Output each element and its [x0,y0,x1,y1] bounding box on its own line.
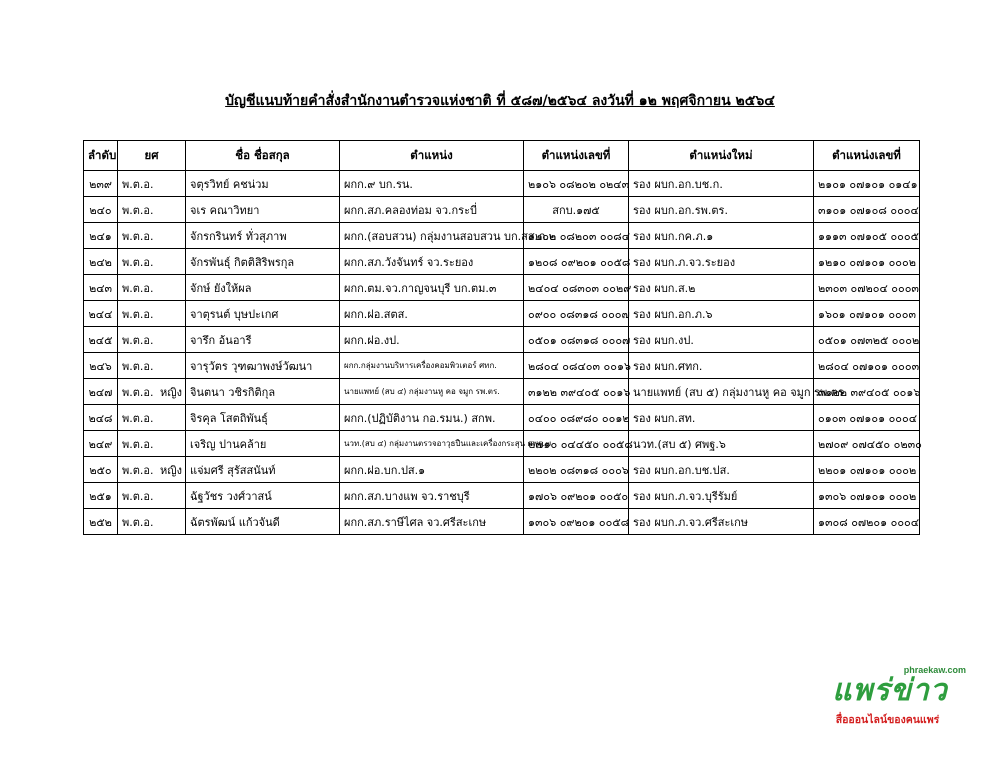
cell-new-position: รอง ผบก.สท. [629,405,814,431]
gender-text: หญิง [160,463,182,477]
cell-position-no: ๒๘๐๔ ๐๘๔๐๓ ๐๐๑๖ [524,353,629,379]
table-row [84,171,920,197]
cell-name: จักษ์ ยังให้ผล [186,275,340,301]
site-logo [795,665,980,735]
table-row [84,509,920,535]
header-order: ลำดับ [84,141,118,171]
rank-text: พ.ต.อ. [122,385,154,399]
cell-new-position: รอง ผบก.ภ.จว.ศรีสะเกษ [629,509,814,535]
cell-name: ฉัตรพัฒน์ แก้วจันดี [186,509,340,535]
rank-text: พ.ต.อ. [122,307,154,321]
cell-new-position-no: ๒๗๐๙ ๐๗๔๕๐ ๐๒๓๐ [814,431,920,457]
cell-order: ๒๔๓ [84,275,118,301]
rank-text: พ.ต.อ. [122,489,154,503]
cell-position-no: สกบ.๑๗๕ [524,197,629,223]
cell-order: ๒๕๐ [84,457,118,483]
cell-position-no: ๐๙๐๐ ๐๘๓๑๘ ๐๐๐๗ [524,301,629,327]
header-new-position-no: ตำแหน่งเลขที่ [814,141,920,171]
cell-new-position-no: ๓๑๐๑ ๐๗๑๐๘ ๐๐๐๔ [814,197,920,223]
cell-name: เจริญ ปานคล้าย [186,431,340,457]
table-row [84,197,920,223]
cell-order: ๒๔๙ [84,431,118,457]
cell-position-no: ๑๒๐๒ ๐๘๒๐๓ ๐๐๘๔ [524,223,629,249]
personnel-table [83,140,920,535]
cell-rank [118,327,186,353]
cell-position: ผกก.ฝอ.สตส. [340,301,524,327]
cell-new-position-no: ๒๒๐๑ ๐๗๑๐๑ ๐๐๐๒ [814,457,920,483]
cell-position: ผกก.กลุ่มงานบริหารเครื่องคอมพิวเตอร์ ศทก. [340,353,524,379]
table-row [84,301,920,327]
rank-text: พ.ต.อ. [122,229,154,243]
cell-position: ผกก.(สอบสวน) กลุ่มงานสอบสวน บก.สส.ภ.๒ [340,223,524,249]
cell-position-no: ๑๓๐๖ ๐๙๒๐๑ ๐๐๕๘ [524,509,629,535]
rank-text: พ.ต.อ. [122,437,154,451]
cell-rank [118,275,186,301]
cell-rank [118,171,186,197]
cell-new-position-no: ๐๑๐๓ ๐๗๑๐๑ ๐๐๐๔ [814,405,920,431]
table-row [84,275,920,301]
cell-new-position: นายแพทย์ (สบ ๕) กลุ่มงานหู คอ จมูก รพ.ตร. [629,379,814,405]
cell-position-no: ๐๕๐๑ ๐๘๓๑๘ ๐๐๐๗ [524,327,629,353]
cell-name: แจ่มศรี สุรัสสนันท์ [186,457,340,483]
cell-name: จักรพันธุ์ กิตติสิริพรกุล [186,249,340,275]
cell-position: ผกก.(ปฏิบัติงาน กอ.รมน.) สกพ. [340,405,524,431]
cell-new-position-no: ๒๓๐๓ ๐๗๒๐๔ ๐๐๐๓ [814,275,920,301]
cell-new-position-no: ๑๑๑๓ ๐๗๑๐๕ ๐๐๐๕ [814,223,920,249]
cell-name: จตุรวิทย์ คชน่วม [186,171,340,197]
cell-order: ๒๔๑ [84,223,118,249]
rank-text: พ.ต.อ. [122,177,154,191]
table-row [84,379,920,405]
header-rank: ยศ [118,141,186,171]
cell-position-no: ๓๑๒๒ ๓๙๔๐๕ ๐๐๑๖ [524,379,629,405]
rank-text: พ.ต.อ. [122,255,154,269]
cell-position-no: ๒๔๐๔ ๐๘๓๐๓ ๐๐๒๙ [524,275,629,301]
cell-position-no: ๑๒๐๘ ๐๙๒๐๑ ๐๐๕๘ [524,249,629,275]
rank-text: พ.ต.อ. [122,515,154,529]
cell-new-position-no: ๑๖๐๑ ๐๗๑๐๑ ๐๐๐๓ [814,301,920,327]
cell-position: ผกก.สภ.คลองท่อม จว.กระบี่ [340,197,524,223]
cell-new-position: รอง ผบก.ภ.จว.บุรีรัมย์ [629,483,814,509]
cell-new-position: รอง ผบก.กค.ภ.๑ [629,223,814,249]
cell-position: นวท.(สบ ๔) กลุ่มงานตรวจอาวุธปืนและเครื่องกระสุน ศพฐ.๗ [340,431,524,457]
cell-name: จิรคุล โสตถิพันธุ์ [186,405,340,431]
cell-rank [118,249,186,275]
rank-text: พ.ต.อ. [122,359,154,373]
cell-rank [118,301,186,327]
table-row [84,327,920,353]
cell-rank [118,457,186,483]
cell-rank [118,405,186,431]
cell-name: จาตุรนต์ บุษปะเกศ [186,301,340,327]
cell-position-no: ๒๒๐๒ ๐๘๓๑๘ ๐๐๐๖ [524,457,629,483]
cell-new-position: รอง ผบก.อก.ภ.๖ [629,301,814,327]
cell-order: ๒๔๐ [84,197,118,223]
table-header-row [84,141,920,171]
cell-rank [118,379,186,405]
cell-new-position-no: ๑๓๐๖ ๐๗๑๐๑ ๐๐๐๒ [814,483,920,509]
cell-new-position: นวท.(สบ ๕) ศพฐ.๖ [629,431,814,457]
cell-new-position-no: ๑๒๑๐ ๐๗๑๐๑ ๐๐๐๒ [814,249,920,275]
header-position-no: ตำแหน่งเลขที่ [524,141,629,171]
cell-position: นายแพทย์ (สบ ๔) กลุ่มงานหู คอ จมูก รพ.ตร. [340,379,524,405]
cell-order: ๒๔๒ [84,249,118,275]
cell-rank [118,223,186,249]
cell-order: ๒๕๑ [84,483,118,509]
rank-text: พ.ต.อ. [122,463,154,477]
header-name: ชื่อ ชื่อสกุล [186,141,340,171]
cell-rank [118,483,186,509]
logo-url: phraekaw.com [903,665,966,675]
header-position: ตำแหน่ง [340,141,524,171]
rank-text: พ.ต.อ. [122,281,154,295]
cell-order: ๒๔๗ [84,379,118,405]
table-row [84,405,920,431]
table-row [84,353,920,379]
cell-order: ๒๔๖ [84,353,118,379]
cell-position-no: ๑๗๐๖ ๐๙๒๐๑ ๐๐๕๐ [524,483,629,509]
cell-name: จักรกรินทร์ ทั่วสุภาพ [186,223,340,249]
cell-rank [118,431,186,457]
cell-position: ผกก.ฝอ.บก.ปส.๑ [340,457,524,483]
rank-text: พ.ต.อ. [122,333,154,347]
cell-new-position: รอง ผบก.ภ.จว.ระยอง [629,249,814,275]
cell-name: จินตนา วชิรกิติกุล [186,379,340,405]
cell-new-position: รอง ผบก.อก.รพ.ตร. [629,197,814,223]
cell-new-position: รอง ผบก.อก.บช.ก. [629,171,814,197]
table-row [84,457,920,483]
cell-new-position-no: ๐๕๐๑ ๐๗๓๒๕ ๐๐๐๒ [814,327,920,353]
cell-position: ผกก.สภ.ราษีไศล จว.ศรีสะเกษ [340,509,524,535]
gender-text: หญิง [160,385,182,399]
cell-new-position: รอง ผบก.ศทก. [629,353,814,379]
cell-position-no: ๐๔๐๐ ๐๘๙๘๐ ๐๐๑๒ [524,405,629,431]
cell-position: ผกก.สภ.บางแพ จว.ราชบุรี [340,483,524,509]
table-row [84,249,920,275]
cell-name: จเร คณาวิทยา [186,197,340,223]
document-title: บัญชีแนบท้ายคำสั่งสำนักงานตำรวจแห่งชาติ ที่ ๕๘๗/๒๕๖๔ ลงวันที่ ๑๒ พฤศจิกายน ๒๕๖๔ [225,93,775,109]
table-row [84,431,920,457]
cell-name: ฉัฐวัชร วงศ์วาสน์ [186,483,340,509]
rank-text: พ.ต.อ. [122,203,154,217]
cell-new-position-no: ๑๓๐๘ ๐๗๒๐๑ ๐๐๐๔ [814,509,920,535]
logo-tagline: สื่อออนไลน์ของคนแพร่ [835,714,940,726]
cell-position: ผกก.ฝอ.งป. [340,327,524,353]
cell-rank [118,353,186,379]
cell-order: ๒๔๔ [84,301,118,327]
cell-position-no: ๒๗๑๐ ๐๔๔๕๐ ๐๐๕๘ [524,431,629,457]
cell-position-no: ๒๑๐๖ ๐๘๒๐๒ ๐๒๔๓ [524,171,629,197]
cell-new-position: รอง ผบก.ส.๒ [629,275,814,301]
cell-position: ผกก.ตม.จว.กาญจนบุรี บก.ตม.๓ [340,275,524,301]
table-row [84,223,920,249]
cell-new-position: รอง ผบก.อก.บช.ปส. [629,457,814,483]
cell-order: ๒๓๙ [84,171,118,197]
cell-new-position: รอง ผบก.งป. [629,327,814,353]
cell-rank [118,197,186,223]
cell-order: ๒๔๘ [84,405,118,431]
table-body [84,171,920,535]
cell-position: ผกก.สภ.วังจันทร์ จว.ระยอง [340,249,524,275]
header-new-position: ตำแหน่งใหม่ [629,141,814,171]
cell-order: ๒๔๕ [84,327,118,353]
cell-order: ๒๕๒ [84,509,118,535]
cell-new-position-no: ๒๑๐๑ ๐๗๑๐๑ ๐๑๔๑ [814,171,920,197]
cell-name: จารึก อ้นอารี [186,327,340,353]
table-row [84,483,920,509]
rank-text: พ.ต.อ. [122,411,154,425]
cell-new-position-no: ๒๘๐๔ ๐๗๑๐๑ ๐๐๐๓ [814,353,920,379]
cell-name: จารุวัตร วุฑฒาพงษ์วัฒนา [186,353,340,379]
cell-rank [118,509,186,535]
cell-new-position-no: ๓๑๒๒ ๓๙๔๐๕ ๐๐๑๖ [814,379,920,405]
logo-wordmark: แพร่ข่าว [832,673,948,708]
cell-position: ผกก.๙ บก.รน. [340,171,524,197]
